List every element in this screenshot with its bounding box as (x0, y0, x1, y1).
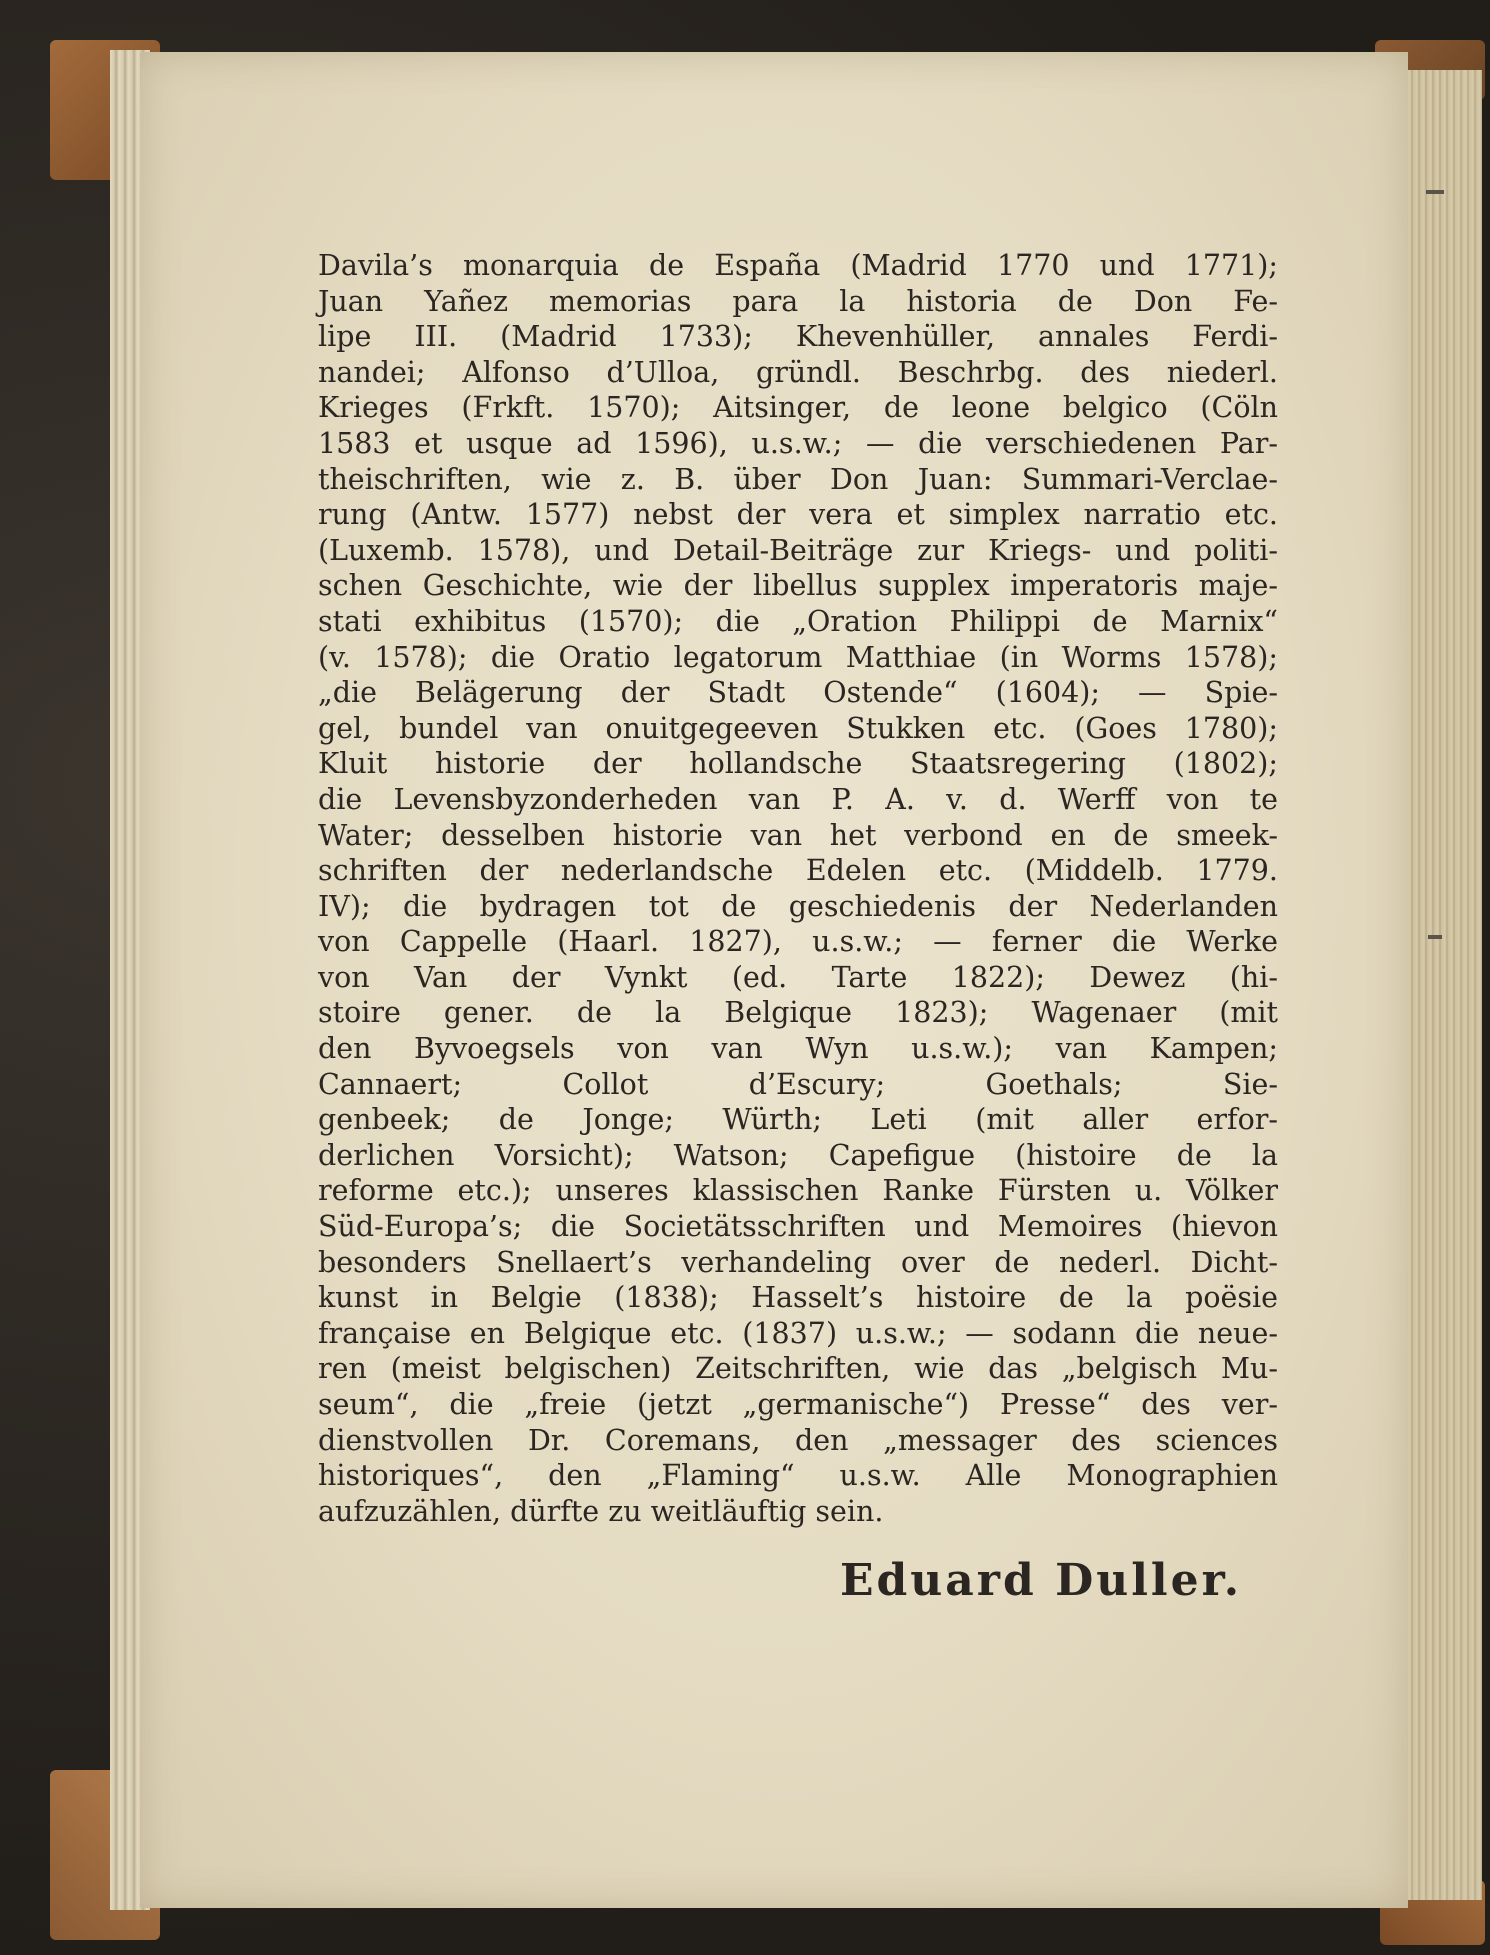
text-line: „die Belägerung der Stadt Ostende“ (1604); — Spie- (318, 676, 1278, 710)
margin-mark (1426, 190, 1444, 194)
text-line: stati exhibitus (1570); die „Oration Philippi de Marnix“ (318, 604, 1278, 638)
text-line: stoire gener. de la Belgique 1823); Wagenaer (mit (318, 996, 1278, 1030)
text-line: rung (Antw. 1577) nebst der vera et simplex narratio etc. (318, 498, 1278, 532)
text-line: schen Geschichte, wie der libellus supplex imperatoris maje- (318, 569, 1278, 603)
text-line: Davila’s monarquia de España (Madrid 1770 und 1771); (318, 249, 1278, 282)
text-line: gel, bundel van onuitgegeeven Stukken etc. (Goes 1780); (318, 711, 1278, 745)
text-line: reforme etc.); unseres klassischen Ranke Fürsten u. Völker (318, 1174, 1278, 1208)
text-line: von Van der Vynkt (ed. Tarte 1822); Dewez (hi- (318, 960, 1278, 994)
margin-mark (1428, 935, 1442, 939)
text-line: lipe III. (Madrid 1733); Khevenhüller, annales Ferdi- (318, 320, 1278, 354)
text-line: theischriften, wie z. B. über Don Juan: Summari-Verclae- (318, 462, 1278, 496)
text-line: dienstvollen Dr. Coremans, den „messager des sciences (318, 1423, 1278, 1457)
text-line: besonders Snellaert’s verhandeling over de nederl. Dicht- (318, 1245, 1278, 1279)
text-line: Krieges (Frkft. 1570); Aitsinger, de leone belgico (Cöln (318, 391, 1278, 425)
text-line: genbeek; de Jonge; Würth; Leti (mit aller erfor- (318, 1103, 1278, 1137)
text-line: nandei; Alfonso d’Ulloa, gründl. Beschrbg. des niederl. (318, 355, 1278, 389)
text-line: ren (meist belgischen) Zeitschriften, wie das „belgisch Mu- (318, 1352, 1278, 1386)
text-line: (Luxemb. 1578), und Detail-Beiträge zur Kriegs- und politi- (318, 533, 1278, 567)
text-line: historiques“, den „Flaming“ u.s.w. Alle Monographien (318, 1459, 1278, 1493)
text-line: Cannaert; Collot d’Escury; Goethals; Sie- (318, 1067, 1278, 1101)
text-line: die Levensbyzonderheden van P. A. v. d. Werff von te (318, 782, 1278, 816)
author-signature: Eduard Duller. (840, 1555, 1243, 1606)
text-line: Juan Yañez memorias para la historia de Don Fe- (318, 284, 1278, 318)
text-line: française en Belgique etc. (1837) u.s.w.; — sodann die neue- (318, 1316, 1278, 1350)
text-line: den Byvoegsels von van Wyn u.s.w.); van Kampen; (318, 1032, 1278, 1066)
text-line: 1583 et usque ad 1596), u.s.w.; — die verschiedenen Par- (318, 426, 1278, 460)
body-text (318, 248, 1278, 1529)
text-line: derlichen Vorsicht); Watson; Capefigue (histoire de la (318, 1138, 1278, 1172)
text-line: Süd-Europa’s; die Societätsschriften und Memoires (hievon (318, 1210, 1278, 1244)
text-line: aufzuzählen, dürfte zu weitläuftig sein. (318, 1494, 884, 1528)
text-line: Kluit historie der hollandsche Staatsregering (1802); (318, 747, 1278, 781)
page-stack-right (1405, 70, 1482, 1900)
text-line: seum“, die „freie (jetzt „germanische“) Presse“ des ver- (318, 1388, 1278, 1421)
text-line: schriften der nederlandsche Edelen etc. (Middelb. 1779. (318, 854, 1278, 888)
text-line: (v. 1578); die Oratio legatorum Matthiae (in Worms 1578); (318, 640, 1278, 674)
text-line: Water; desselben historie van het verbond en de smeek- (318, 818, 1278, 852)
text-line: von Cappelle (Haarl. 1827), u.s.w.; — ferner die Werke (318, 925, 1278, 959)
text-line: kunst in Belgie (1838); Hasselt’s histoire de la poësie (318, 1281, 1278, 1315)
text-line: IV); die bydragen tot de geschiedenis der Nederlanden (318, 889, 1278, 923)
